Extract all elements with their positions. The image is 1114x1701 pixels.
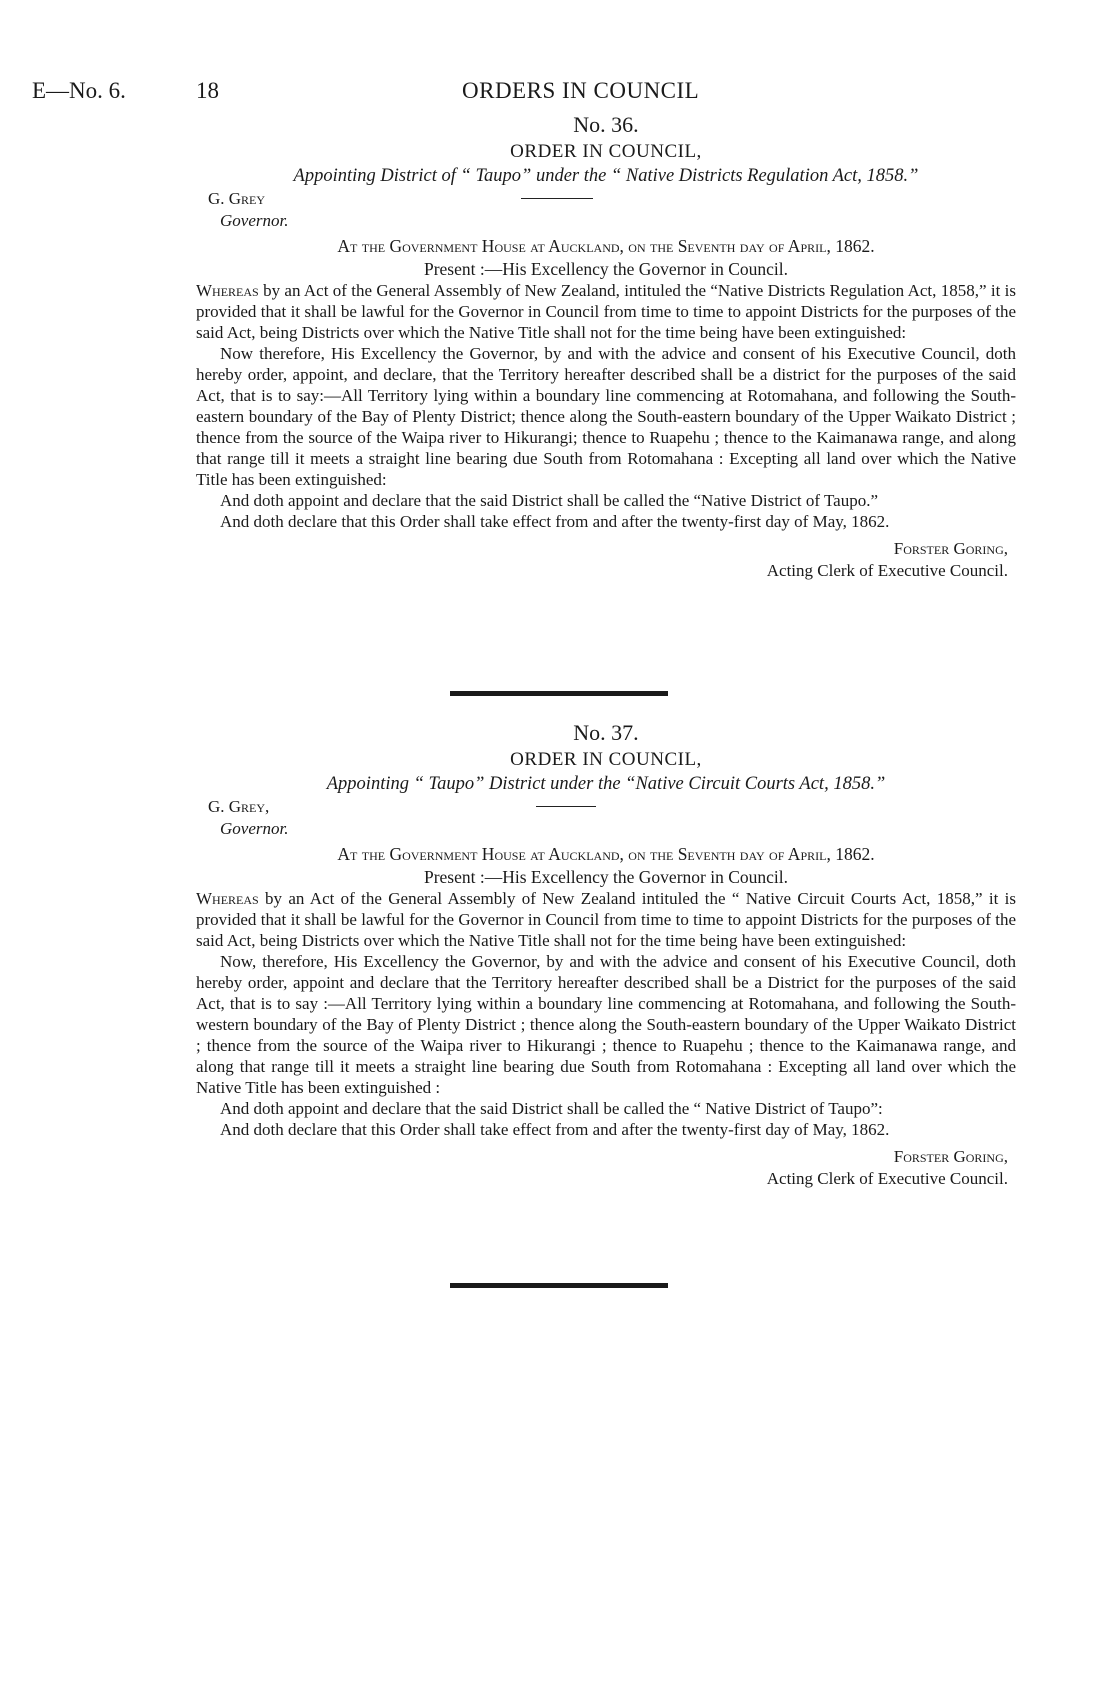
now-therefore-paragraph: Now therefore, His Excellency the Governor, by and with the advice and consent of his Executive Council, doth hereby order, appoint, and declare, that the Territory hereafter described shall be a district for the purposes of the said Act, that is to say:—All Territory lying within a boundary line commencing at Rotomahana, and following the South-eastern boundary of the Bay of Plenty District; thence along the South-eastern boundary of the Upper Waikato District ; thence from the source of the Waipa river to Hikurangi; thence to Ruapehu ; thence to the Kaimanawa range, and along that range till it meets a straight line bearing due South from Rotomahana : Excepting all land over which the Native Title has been extinguished: bbox=[196, 344, 1016, 489]
order-36 bbox=[196, 110, 1016, 582]
order-number: No. 36. bbox=[573, 112, 639, 137]
order-number: No. 37. bbox=[573, 720, 639, 745]
appointing-line: Appointing District of “ Taupo” under the “ Native Districts Regulation Act, 1858.” bbox=[293, 166, 919, 186]
governor-block bbox=[196, 796, 1016, 842]
page-number: 18 bbox=[196, 78, 219, 103]
signatory-title: Acting Clerk of Executive Council. bbox=[766, 1169, 1008, 1188]
appoint-paragraph: And doth appoint and declare that the said District shall be called the “Native District of Taupo.” bbox=[220, 491, 878, 510]
signatory-name: Forster Goring, bbox=[893, 539, 1008, 558]
whereas-lead: Whereas bbox=[196, 889, 259, 908]
section-divider bbox=[450, 1283, 668, 1288]
appointing-line: Appointing “ Taupo” District under the “Native Circuit Courts Act, 1858.” bbox=[326, 774, 886, 794]
running-title: ORDERS IN COUNCIL bbox=[462, 78, 700, 103]
now-therefore-paragraph: Now, therefore, His Excellency the Governor, by and with the advice and consent of his Executive Council, doth hereby order, appoint and declare that the Territory hereafter described shall be a District for the purposes of the said Act, that is to say :—All Territory lying within a boundary line commencing at Rotomahana, and following the South-western boundary of the Bay of Plenty District ; thence along the South-eastern boundary of the Upper Waikato District ; thence from the source of the Waipa river to Hikurangi ; thence to Ruapehu ; thence to the Kaimanawa range, and along that range till it meets a straight line bearing due South from Rotomahana : Excepting all land over which the Native Title has been extinguished : bbox=[196, 952, 1016, 1097]
section-divider bbox=[450, 691, 668, 696]
present-line: Present :—His Excellency the Governor in Council. bbox=[423, 867, 788, 887]
order-37 bbox=[196, 718, 1016, 1190]
appoint-paragraph: And doth appoint and declare that the said District shall be called the “ Native District of Taupo”: bbox=[220, 1099, 883, 1118]
location-date: At the Government House at Auckland, on the Seventh day of April, 1862. bbox=[337, 236, 875, 256]
present-line: Present :—His Excellency the Governor in Council. bbox=[423, 259, 788, 279]
order-heading: ORDER IN COUNCIL, bbox=[510, 141, 702, 162]
short-rule bbox=[521, 198, 593, 199]
short-rule bbox=[536, 806, 596, 807]
effect-paragraph: And doth declare that this Order shall take effect from and after the twenty-first day of May, 1862. bbox=[220, 512, 890, 531]
paper-reference: E—No. 6. bbox=[32, 78, 126, 103]
signatory-title: Acting Clerk of Executive Council. bbox=[766, 561, 1008, 580]
whereas-text: by an Act of the General Assembly of New Zealand intituled the “ Native Circuit Courts Act, 1858,” it is provided that it shall be lawful for the Governor in Council from time to time to appoint Districts for the purposes of the said Act, being Districts over which the Native Title shall not for the time being have been extinguished: bbox=[196, 889, 1016, 950]
governor-name: G. Grey bbox=[208, 189, 266, 208]
whereas-lead: Whereas bbox=[196, 281, 259, 300]
effect-paragraph: And doth declare that this Order shall take effect from and after the twenty-first day of May, 1862. bbox=[220, 1120, 890, 1139]
governor-title: Governor. bbox=[220, 211, 289, 230]
whereas-paragraph bbox=[196, 280, 1016, 343]
whereas-text: by an Act of the General Assembly of New Zealand, intituled the “Native Districts Regulation Act, 1858,” it is provided that it shall be lawful for the Governor in Council from time to time to appoint Districts for the purposes of the said Act, being Districts over which the Native Title shall not for the time being have been extinguished: bbox=[196, 281, 1016, 342]
location-date: At the Government House at Auckland, on the Seventh day of April, 1862. bbox=[337, 844, 875, 864]
governor-name: G. Grey, bbox=[208, 797, 270, 816]
signatory-name: Forster Goring, bbox=[893, 1147, 1008, 1166]
governor-block bbox=[196, 188, 1016, 234]
governor-title: Governor. bbox=[220, 819, 289, 838]
order-heading: ORDER IN COUNCIL, bbox=[510, 749, 702, 770]
whereas-paragraph bbox=[196, 888, 1016, 951]
